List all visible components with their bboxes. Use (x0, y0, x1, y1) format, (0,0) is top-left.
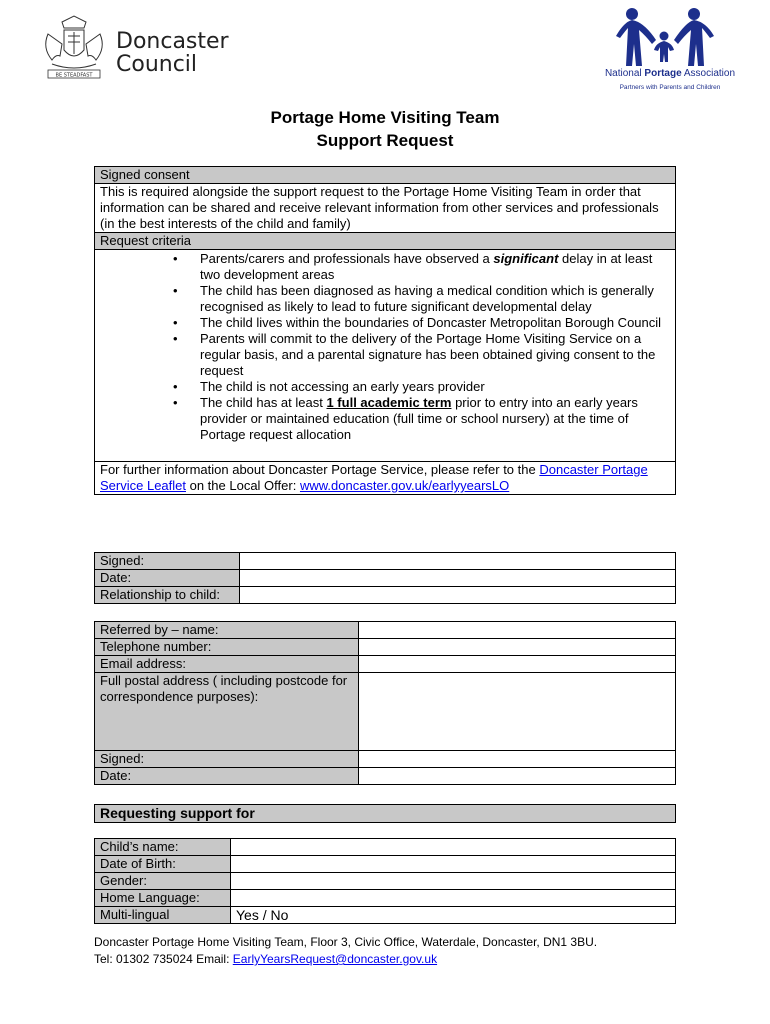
child-name-label: Child’s name: (95, 839, 231, 856)
footer-tel: Tel: 01302 735024 Email: (94, 952, 233, 966)
referrer-phone-label: Telephone number: (95, 639, 359, 656)
criteria-item (200, 251, 670, 283)
council-name-line1: Doncaster (116, 29, 229, 54)
criteria-text: The child has at least (200, 395, 327, 410)
child-multilingual-label: Multi-lingual (95, 907, 231, 924)
relationship-label: Relationship to child: (95, 587, 240, 604)
referrer-address-label: Full postal address ( including postcode for correspondence purposes): (95, 673, 359, 751)
npa-family-logo (612, 6, 718, 68)
criteria-list (100, 251, 670, 443)
referrer-date-label: Date: (95, 768, 359, 785)
criteria-text: prior to entry into an early years provider or maintained education (full time or school nursery) at the time of Portage request allocation (200, 395, 638, 442)
requesting-support-table (94, 804, 676, 823)
criteria-text: Parents/carers and professionals have observed a (200, 251, 494, 266)
child-language-field[interactable] (231, 890, 676, 907)
consent-table (94, 166, 676, 495)
leaflet-link[interactable]: Doncaster Portage Service Leaflet (100, 462, 648, 493)
child-multilingual-field[interactable]: Yes / No (231, 907, 676, 924)
referrer-address-field[interactable] (359, 673, 676, 751)
npa-name-part2: Portage (644, 68, 682, 79)
signed-label: Signed: (95, 553, 240, 570)
criteria-cell (95, 250, 676, 462)
consent-text: This is required alongside the support request to the Portage Home Visiting Team in order that information can be shared and receive relevant information from other services and professionals (in the best interests of the child and family) (95, 184, 676, 233)
npa-tagline: Partners with Parents and Children (619, 84, 721, 91)
info-text: on the Local Offer: (186, 478, 300, 493)
relationship-field[interactable] (240, 587, 676, 604)
criteria-text: delay in at least two development areas (200, 251, 653, 282)
npa-name-part1: National (604, 68, 645, 79)
child-gender-label: Gender: (95, 873, 231, 890)
npa-name (590, 68, 750, 79)
criteria-emphasis: 1 full academic term (326, 395, 452, 410)
referrer-signed-label: Signed: (95, 751, 359, 768)
date-field[interactable] (240, 570, 676, 587)
referrer-email-field[interactable] (359, 656, 676, 673)
page-title (0, 106, 770, 152)
criteria-item: • The child has been diagnosed as having a medical condition which is generally recognised as likely to lead to future significant developmental delay (200, 283, 670, 315)
child-gender-field[interactable] (231, 873, 676, 890)
referrer-name-label: Referred by – name: (95, 622, 359, 639)
footer-contact (94, 951, 597, 968)
child-language-label: Home Language: (95, 890, 231, 907)
child-dob-field[interactable] (231, 856, 676, 873)
referrer-phone-field[interactable] (359, 639, 676, 656)
referrer-name-field[interactable] (359, 622, 676, 639)
criteria-item: • The child is not accessing an early years provider (200, 379, 670, 395)
footer-address: Doncaster Portage Home Visiting Team, Floor 3, Civic Office, Waterdale, Doncaster, DN1 3BU. (94, 935, 598, 949)
local-offer-link[interactable]: www.doncaster.gov.uk/earlyyearsLO (299, 478, 510, 493)
referrer-date-field[interactable] (359, 768, 676, 785)
council-crest-logo (38, 14, 110, 82)
criteria-emphasis: significant (493, 251, 559, 266)
consent-heading: Signed consent (95, 167, 676, 184)
info-cell (95, 462, 676, 495)
footer-email-link[interactable]: EarlyYearsRequest@doncaster.gov.uk (232, 952, 438, 966)
child-dob-label: Date of Birth: (95, 856, 231, 873)
footer (94, 934, 597, 968)
referrer-table (94, 621, 676, 785)
signed-field[interactable] (240, 553, 676, 570)
date-label: Date: (95, 570, 240, 587)
title-line1: Portage Home Visiting Team (270, 108, 500, 127)
criteria-item: • The child lives within the boundaries of Doncaster Metropolitan Borough Council (200, 315, 670, 331)
child-details-table (94, 838, 676, 924)
svg-text:BE STEADFAST: BE STEADFAST (55, 72, 93, 79)
title-line2: Support Request (316, 131, 454, 150)
criteria-item: • Parents will commit to the delivery of the Portage Home Visiting Service on a regular basis, and a parental signature has been obtained giving consent to the request (200, 331, 670, 379)
criteria-heading: Request criteria (95, 233, 676, 250)
child-name-field[interactable] (231, 839, 676, 856)
council-name-line2: Council (116, 52, 198, 77)
council-name (116, 30, 229, 76)
consent-signature-table (94, 552, 676, 604)
referrer-signed-field[interactable] (359, 751, 676, 768)
criteria-item (200, 395, 670, 443)
requesting-support-heading: Requesting support for (95, 805, 676, 823)
npa-name-part3: Association (681, 68, 736, 79)
info-text: For further information about Doncaster Portage Service, please refer to the (100, 462, 540, 477)
referrer-email-label: Email address: (95, 656, 359, 673)
